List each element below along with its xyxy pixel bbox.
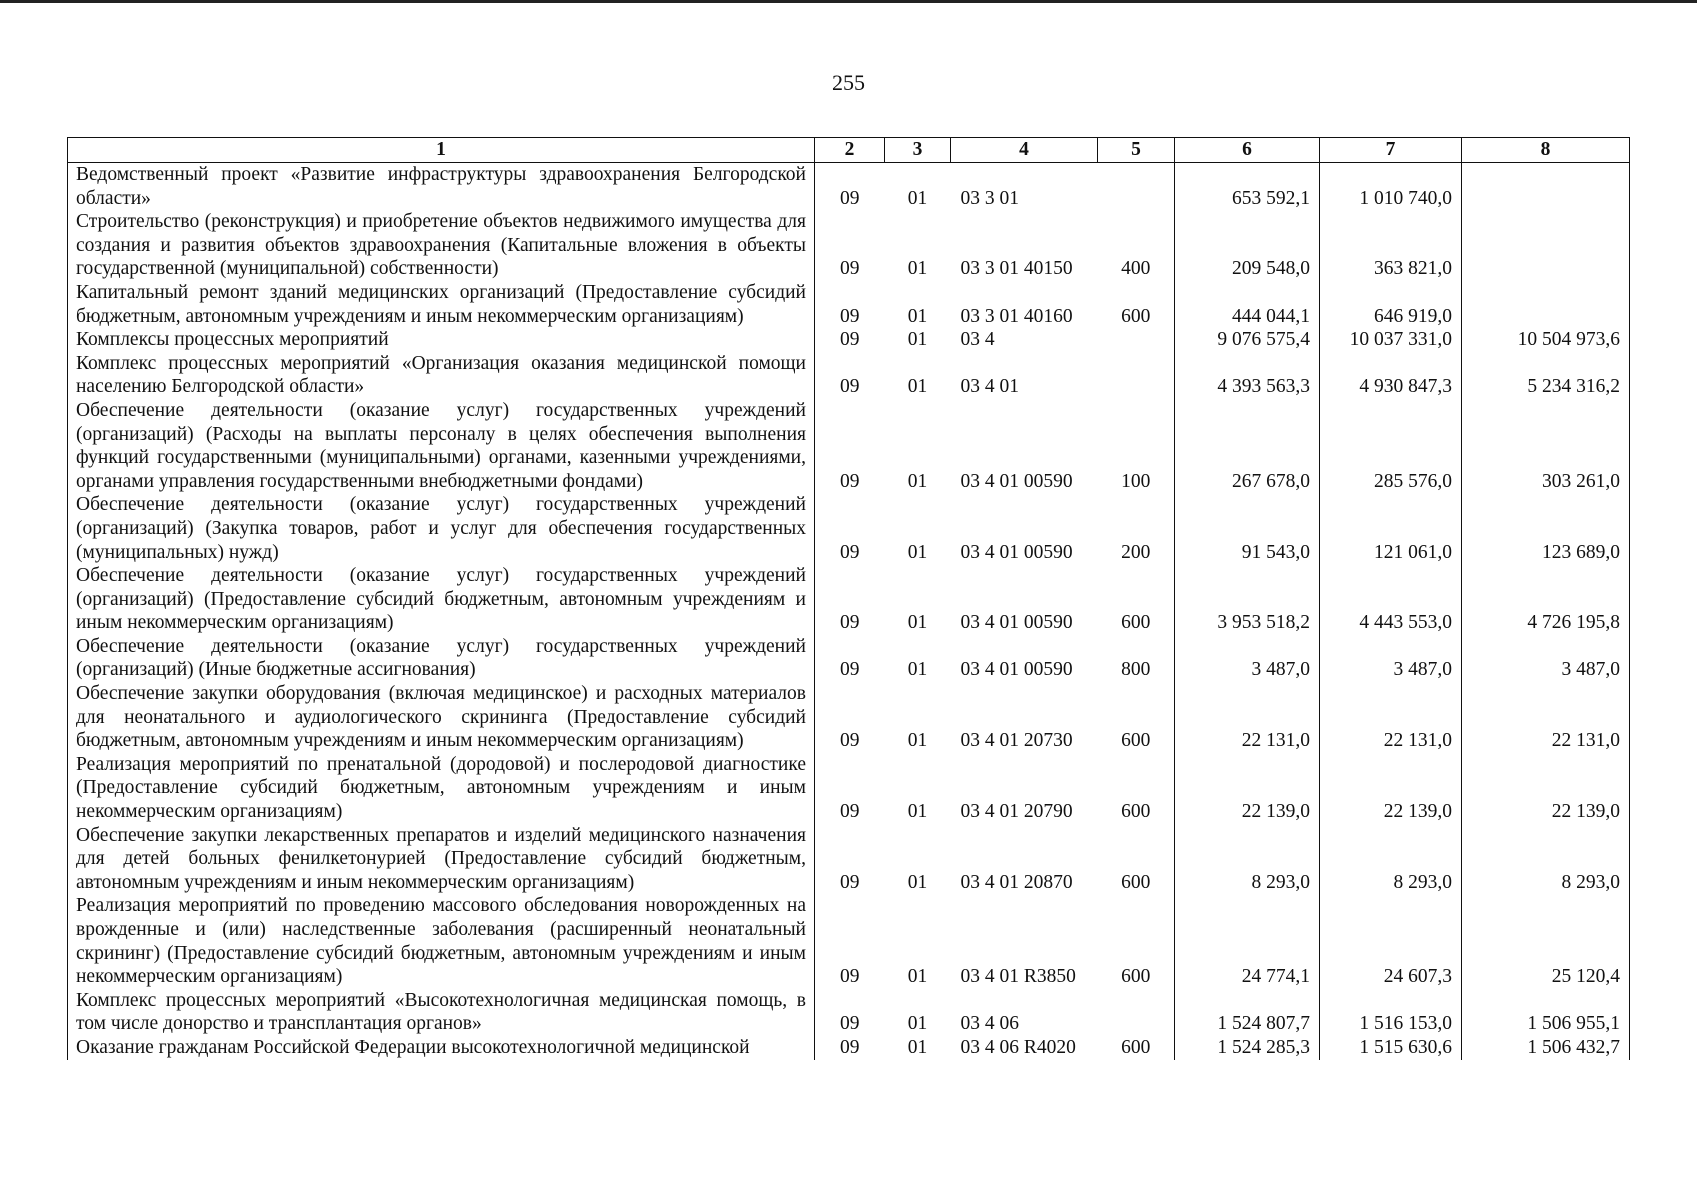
cell-amount-year-1: 8 293,0	[1175, 824, 1320, 895]
cell-target-article: 03 4 01 00590	[960, 659, 1073, 681]
cell-target-article: 03 4 01	[960, 376, 1019, 398]
cell-expense-type: 600	[1098, 753, 1175, 824]
cell-target-article: 03 3 01	[960, 187, 1019, 209]
cell-expense-type: 600	[1098, 682, 1175, 753]
cell-amount-year-3: 25 120,4	[1462, 894, 1630, 988]
cell-amount-year-3: 22 131,0	[1462, 682, 1630, 753]
cell-amount-year-3: 303 261,0	[1462, 399, 1630, 493]
cell-amount-year-1: 22 131,0	[1175, 682, 1320, 753]
cell-target-article: 03 4 01 20730	[960, 730, 1073, 752]
cell-amount-year-3	[1462, 163, 1630, 211]
cell-expense-type	[1098, 352, 1175, 399]
cell-section: 09	[840, 470, 860, 492]
table-row	[68, 989, 1630, 1036]
cell-target-article: 03 4 01 R3850	[960, 966, 1076, 988]
cell-target-article: 03 3 01 40160	[960, 305, 1073, 327]
cell-amount-year-3: 1 506 955,1	[1462, 989, 1630, 1036]
cell-expense-type	[1098, 989, 1175, 1036]
cell-subsection: 01	[907, 659, 928, 681]
cell-target-article: 03 4 01 00590	[960, 541, 1073, 563]
row-description: Обеспечение деятельности (оказание услуг) государственных учреждений (организаций) (Иные бюджетные ассигнования)	[68, 635, 815, 682]
cell-subsection: 01	[907, 801, 928, 823]
cell-amount-year-2: 1 010 740,0	[1320, 163, 1462, 211]
table-row	[68, 328, 1630, 352]
table-row	[68, 753, 1630, 824]
cell-target-article: 03 4 06	[960, 1013, 1019, 1035]
cell-amount-year-1: 4 393 563,3	[1175, 352, 1320, 399]
cell-expense-type: 600	[1098, 824, 1175, 895]
cell-target-article: 03 4 06 R4020	[960, 1036, 1076, 1058]
cell-amount-year-2: 1 516 153,0	[1320, 989, 1462, 1036]
cell-subsection: 01	[907, 1036, 928, 1058]
column-header: 1	[68, 138, 815, 163]
cell-expense-type	[1098, 163, 1175, 211]
budget-table	[67, 137, 1630, 1060]
column-header: 5	[1098, 138, 1175, 163]
cell-expense-type: 800	[1098, 635, 1175, 682]
table-row	[68, 1036, 1630, 1060]
cell-amount-year-2: 4 443 553,0	[1320, 564, 1462, 635]
row-description: Реализация мероприятий по пренатальной (дородовой) и послеродовой диагностике (Предоставление субсидий бюджетным, автономным учреждениям и иным некоммерческим организациям)	[68, 753, 815, 824]
cell-amount-year-1: 653 592,1	[1175, 163, 1320, 211]
cell-subsection: 01	[907, 966, 928, 988]
cell-section: 09	[840, 376, 860, 398]
row-description: Оказание гражданам Российской Федерации высокотехнологичной медицинской	[68, 1036, 815, 1060]
cell-amount-year-1: 444 044,1	[1175, 281, 1320, 328]
cell-amount-year-3: 3 487,0	[1462, 635, 1630, 682]
cell-amount-year-1: 9 076 575,4	[1175, 328, 1320, 352]
row-description: Строительство (реконструкция) и приобретение объектов недвижимого имущества для создания и развития объектов здравоохранения (Капитальные вложения в объекты государственной (муниципальной) собственности)	[68, 210, 815, 281]
cell-section: 09	[840, 541, 860, 563]
row-description: Обеспечение деятельности (оказание услуг) государственных учреждений (организаций) (Закупка товаров, работ и услуг для обеспечения государственных (муниципальных) нужд)	[68, 493, 815, 564]
cell-subsection: 01	[907, 329, 928, 351]
cell-amount-year-3	[1462, 210, 1630, 281]
cell-amount-year-1: 3 953 518,2	[1175, 564, 1320, 635]
column-header: 7	[1320, 138, 1462, 163]
cell-amount-year-3: 5 234 316,2	[1462, 352, 1630, 399]
row-description: Обеспечение закупки лекарственных препаратов и изделий медицинского назначения для детей больных фенилкетонурией (Предоставление субсидий бюджетным, автономным учреждениям и иным некоммерческим организациям)	[68, 824, 815, 895]
cell-amount-year-1: 209 548,0	[1175, 210, 1320, 281]
cell-expense-type: 600	[1098, 281, 1175, 328]
cell-expense-type: 600	[1098, 564, 1175, 635]
cell-amount-year-2: 10 037 331,0	[1320, 328, 1462, 352]
cell-target-article: 03 4 01 20790	[960, 801, 1073, 823]
cell-expense-type: 600	[1098, 1036, 1175, 1060]
cell-amount-year-3: 8 293,0	[1462, 824, 1630, 895]
cell-expense-type: 600	[1098, 894, 1175, 988]
cell-section: 09	[840, 305, 860, 327]
cell-amount-year-2: 24 607,3	[1320, 894, 1462, 988]
row-description: Обеспечение закупки оборудования (включая медицинское) и расходных материалов для неонатального и аудиологического скрининга (Предоставление субсидий бюджетным, автономным учреждениям и иным некоммерческим организациям)	[68, 682, 815, 753]
column-header: 6	[1175, 138, 1320, 163]
page-number: 255	[832, 70, 865, 95]
table-row	[68, 564, 1630, 635]
cell-expense-type: 200	[1098, 493, 1175, 564]
column-header: 2	[815, 138, 885, 163]
cell-target-article: 03 4 01 00590	[960, 612, 1073, 634]
row-description: Ведомственный проект «Развитие инфраструктуры здравоохранения Белгородской области»	[68, 163, 815, 211]
table-row	[68, 399, 1630, 493]
cell-amount-year-2: 4 930 847,3	[1320, 352, 1462, 399]
cell-amount-year-2: 646 919,0	[1320, 281, 1462, 328]
cell-amount-year-3: 10 504 973,6	[1462, 328, 1630, 352]
cell-subsection: 01	[907, 470, 928, 492]
cell-amount-year-2: 363 821,0	[1320, 210, 1462, 281]
cell-amount-year-1: 1 524 807,7	[1175, 989, 1320, 1036]
cell-amount-year-3: 22 139,0	[1462, 753, 1630, 824]
cell-amount-year-1: 22 139,0	[1175, 753, 1320, 824]
cell-expense-type: 100	[1098, 399, 1175, 493]
cell-amount-year-1: 267 678,0	[1175, 399, 1320, 493]
cell-amount-year-2: 22 131,0	[1320, 682, 1462, 753]
cell-target-article: 03 4 01 00590	[960, 470, 1073, 492]
table-row	[68, 210, 1630, 281]
cell-section: 09	[840, 1036, 860, 1058]
cell-amount-year-2: 285 576,0	[1320, 399, 1462, 493]
cell-amount-year-2: 8 293,0	[1320, 824, 1462, 895]
cell-expense-type	[1098, 328, 1175, 352]
table-body	[68, 163, 1630, 1060]
cell-amount-year-2: 121 061,0	[1320, 493, 1462, 564]
cell-subsection: 01	[907, 258, 928, 280]
row-description: Комплексы процессных мероприятий	[68, 328, 815, 352]
cell-amount-year-3: 1 506 432,7	[1462, 1036, 1630, 1060]
cell-subsection: 01	[907, 1013, 928, 1035]
row-description: Реализация мероприятий по проведению массового обследования новорожденных на врожденные и (или) наследственные заболевания (расширенный неонатальный скрининг) (Предоставление субсидий бюджетным, автономным учреждениям и иным некоммерческим организациям)	[68, 894, 815, 988]
table-header-row	[68, 138, 1630, 163]
row-description: Комплекс процессных мероприятий «Высокотехнологичная медицинская помощь, в том числе донорство и трансплантация органов»	[68, 989, 815, 1036]
cell-amount-year-1: 3 487,0	[1175, 635, 1320, 682]
cell-target-article: 03 4	[960, 329, 995, 351]
cell-section: 09	[840, 187, 860, 209]
cell-subsection: 01	[907, 541, 928, 563]
top-border-line	[0, 0, 1697, 3]
cell-subsection: 01	[907, 187, 928, 209]
cell-section: 09	[840, 258, 860, 280]
table-row	[68, 163, 1630, 211]
cell-target-article: 03 3 01 40150	[960, 258, 1073, 280]
cell-amount-year-1: 1 524 285,3	[1175, 1036, 1320, 1060]
cell-section: 09	[840, 730, 860, 752]
cell-subsection: 01	[907, 376, 928, 398]
cell-target-article: 03 4 01 20870	[960, 871, 1073, 893]
table-row	[68, 824, 1630, 895]
cell-amount-year-2: 1 515 630,6	[1320, 1036, 1462, 1060]
cell-amount-year-1: 24 774,1	[1175, 894, 1320, 988]
column-header: 8	[1462, 138, 1630, 163]
cell-section: 09	[840, 801, 860, 823]
cell-amount-year-2: 22 139,0	[1320, 753, 1462, 824]
cell-amount-year-3: 123 689,0	[1462, 493, 1630, 564]
row-description: Капитальный ремонт зданий медицинских организаций (Предоставление субсидий бюджетным, автономным учреждениям и иным некоммерческим организациям)	[68, 281, 815, 328]
cell-subsection: 01	[907, 305, 928, 327]
cell-section: 09	[840, 659, 860, 681]
cell-amount-year-1: 91 543,0	[1175, 493, 1320, 564]
cell-section: 09	[840, 1013, 860, 1035]
row-description: Обеспечение деятельности (оказание услуг) государственных учреждений (организаций) (Расходы на выплаты персоналу в целях обеспечения выполнения функций государственными (муниципальными) органами, казенными учреждениями, органами управления государственными внебюджетными фондами)	[68, 399, 815, 493]
cell-section: 09	[840, 966, 860, 988]
table-row	[68, 682, 1630, 753]
cell-subsection: 01	[907, 871, 928, 893]
table-row	[68, 635, 1630, 682]
cell-subsection: 01	[907, 612, 928, 634]
table-row	[68, 281, 1630, 328]
cell-amount-year-3	[1462, 281, 1630, 328]
row-description: Комплекс процессных мероприятий «Организация оказания медицинской помощи населению Белгородской области»	[68, 352, 815, 399]
cell-section: 09	[840, 329, 860, 351]
column-header: 4	[951, 138, 1098, 163]
cell-section: 09	[840, 871, 860, 893]
table-row	[68, 894, 1630, 988]
cell-section: 09	[840, 612, 860, 634]
cell-subsection: 01	[907, 730, 928, 752]
cell-amount-year-2: 3 487,0	[1320, 635, 1462, 682]
cell-expense-type: 400	[1098, 210, 1175, 281]
row-description: Обеспечение деятельности (оказание услуг) государственных учреждений (организаций) (Предоставление субсидий бюджетным, автономным учреждениям и иным некоммерческим организациям)	[68, 564, 815, 635]
column-header: 3	[885, 138, 951, 163]
table-row	[68, 493, 1630, 564]
table-row	[68, 352, 1630, 399]
cell-amount-year-3: 4 726 195,8	[1462, 564, 1630, 635]
